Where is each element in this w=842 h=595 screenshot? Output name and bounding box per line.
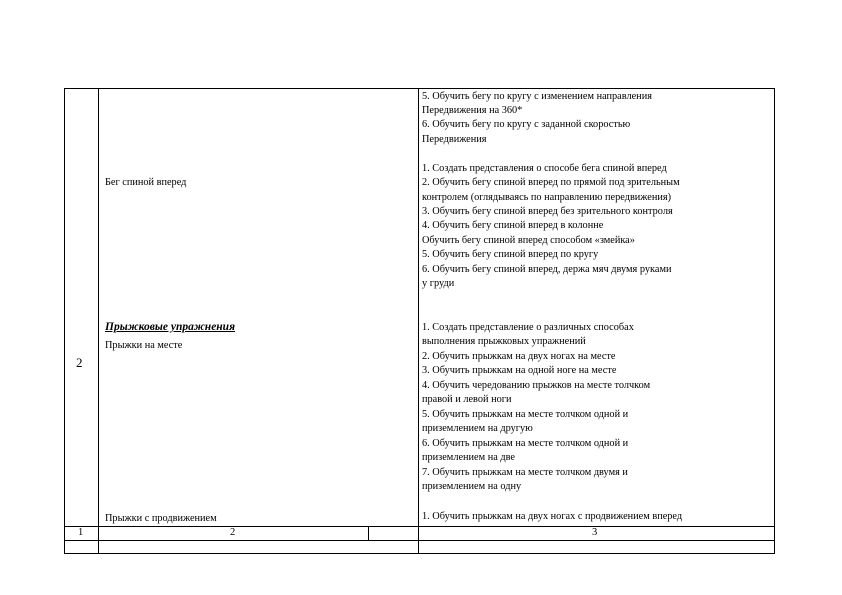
table-row-divider [64,526,775,527]
objective-line: 6. Обучить бегу спиной вперед, держа мяч двумя руками [422,264,672,275]
objective-line: правой и левой ноги [422,394,512,405]
objective-line: 4. Обучить чередованию прыжков на месте толчком [422,380,651,391]
objective-line: Передвижения [422,134,487,145]
table-row-divider [64,553,775,554]
objective-line: 3. Обучить прыжкам на одной ноге на месте [422,365,617,376]
table-border-right [774,88,775,554]
objective-line: Обучить бегу спиной вперед способом «змейка» [422,235,635,246]
objective-line: 5. Обучить бегу спиной вперед по кругу [422,249,599,260]
table-col-divider [98,88,99,554]
objective-line: контролем (оглядываясь по направлению передвижения) [422,192,672,203]
objective-line: 1. Создать представления о способе бега спиной вперед [422,163,667,174]
topic-jumps-in-place: Прыжки на месте [105,340,183,351]
table-col-divider [418,88,419,554]
footer-col3-number: 3 [592,527,598,538]
objective-line: 5. Обучить бегу по кругу с изменением направления [422,91,652,102]
footer-col2-number: 2 [230,527,236,538]
topic-jumps-forward: Прыжки с продвижением [105,513,217,524]
objective-line: 2. Обучить прыжкам на двух ногах на месте [422,351,616,362]
table-col-divider [368,526,369,540]
table-row-divider [64,540,775,541]
objective-line: 1. Обучить прыжкам на двух ногах с продвижением вперед [422,511,683,522]
objective-line: 2. Обучить бегу спиной вперед по прямой под зрительным [422,177,680,188]
objective-line: приземлением на две [422,452,515,463]
objective-line: у груди [422,278,455,289]
objective-line: выполнения прыжковых упражнений [422,336,586,347]
objective-line: 7. Обучить прыжкам на месте толчком двумя и [422,467,628,478]
row-number: 2 [76,355,83,370]
objective-line: 3. Обучить бегу спиной вперед без зрительного контроля [422,206,673,217]
topic-backward-running: Бег спиной вперед [105,177,187,188]
objective-line: 6. Обучить прыжкам на месте толчком одной и [422,438,629,449]
objective-line: 1. Создать представление о различных способах [422,322,634,333]
objective-line: 5. Обучить прыжкам на месте толчком одной и [422,409,629,420]
objective-line: 4. Обучить бегу спиной вперед в колонне [422,220,604,231]
objective-line: Передвижения на 360* [422,105,523,116]
objective-line: приземлением на одну [422,481,522,492]
objective-line: приземлением на другую [422,423,533,434]
objective-line: 6. Обучить бегу по кругу с заданной скоростью [422,119,631,130]
table-border-top [64,88,775,89]
footer-col1-number: 1 [78,527,84,538]
table-border-left [64,88,65,554]
section-heading: Прыжковые упражнения [105,321,236,333]
